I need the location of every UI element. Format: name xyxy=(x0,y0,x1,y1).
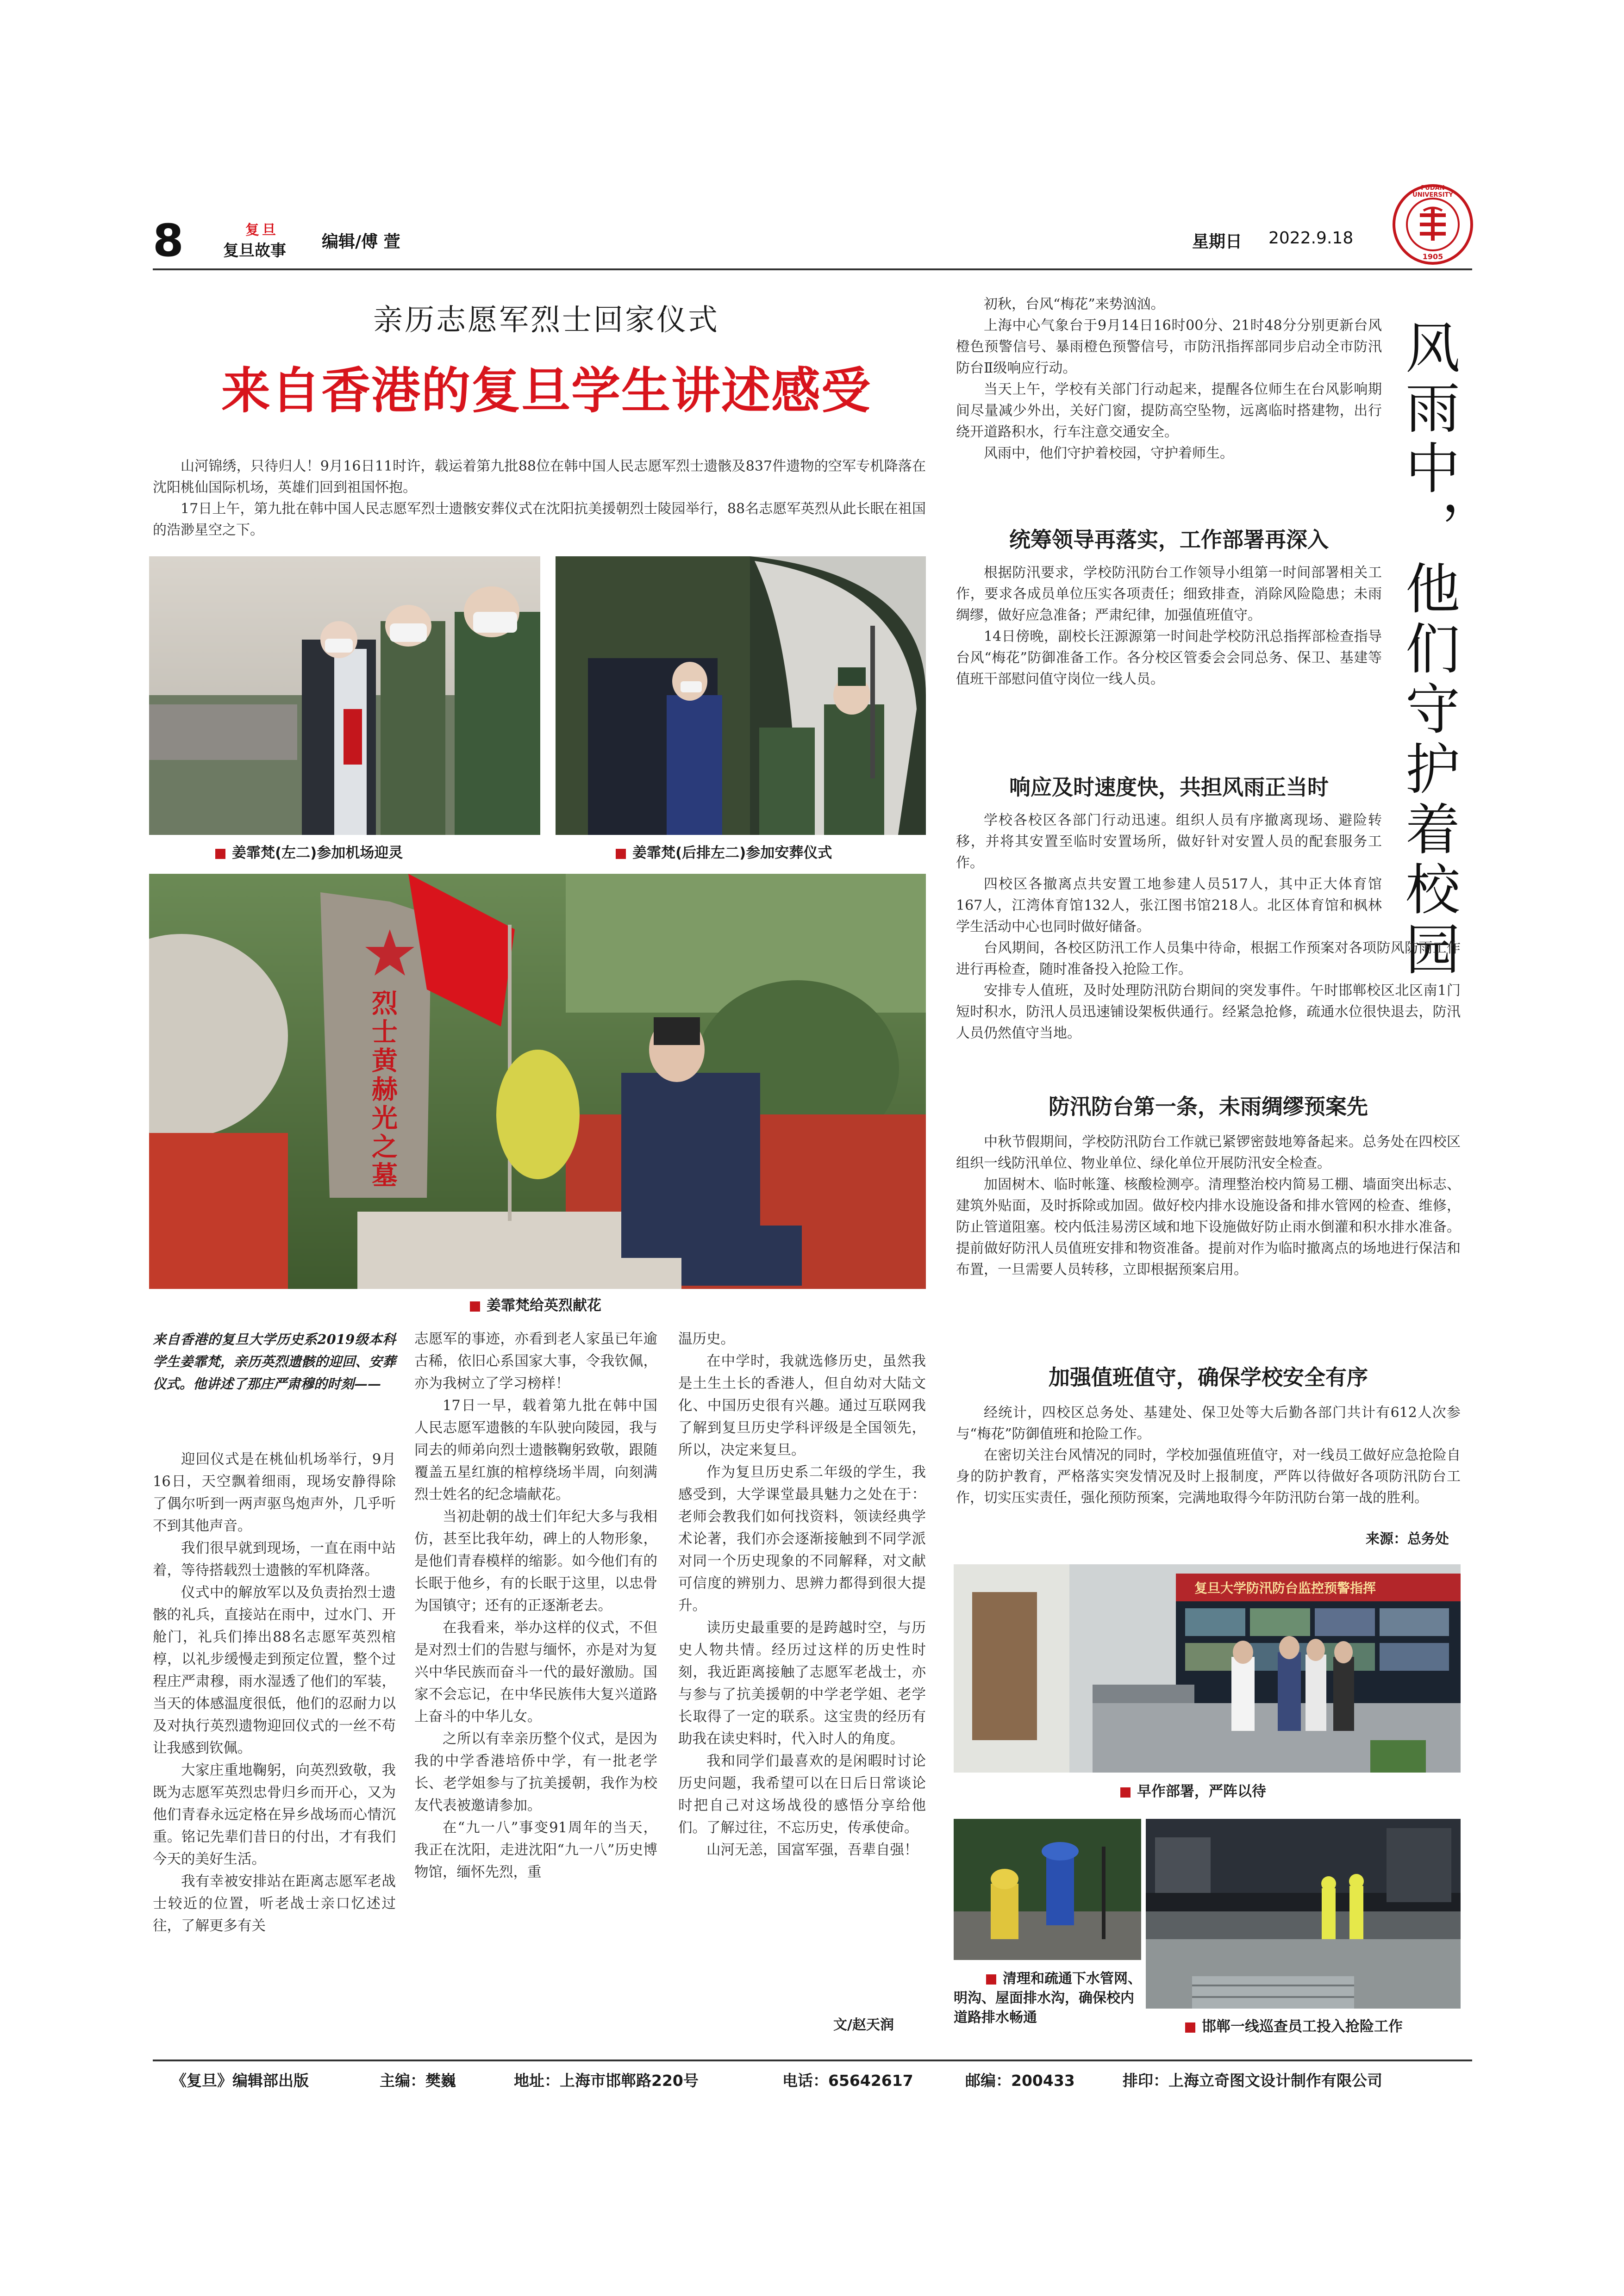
body-paragraph: 安排专人值班，及时处理防汛防台期间的突发事件。午时邯郸校区北区南1门短时积水，防汛人员迅速铺设架板供通行。经紧急抢修，疏通水位很快退去，防汛人员仍然值守当地。 xyxy=(956,983,1461,1041)
body-paragraph: 我们很早就到现场，一直在雨中站着，等待搭载烈士遗骸的军机降落。 xyxy=(153,1540,396,1579)
caption-photo-flood: 邯郸一线巡查员工投入抢险工作 xyxy=(1185,2017,1403,2036)
caption-marker xyxy=(986,1974,996,1985)
caption-photo-control-room: 早作部署，严阵以待 xyxy=(1120,1782,1266,1801)
body-paragraph: 志愿军的事迹，亦看到老人家虽已年逾古稀，依旧心系国家大事，令我钦佩，亦为我树立了学习榜样！ xyxy=(414,1331,657,1392)
caption-marker xyxy=(1120,1787,1131,1798)
article2-section-2-body xyxy=(956,810,1461,1044)
article1-column-2 xyxy=(414,1328,657,1884)
screen-banner: 复旦大学防汛防台监控预警指挥 xyxy=(1194,1580,1376,1596)
header-rule xyxy=(153,268,1472,270)
footer-typesetting: 排印：上海立奇图文设计制作有限公司 xyxy=(1123,2072,1382,2090)
body-paragraph: 读历史最重要的是跨越时空，与历史人物共情。经历过这样的历史性时刻，我近距离接触了志愿军老战士，亦与参与了抗美援朝的中学老学姐、老学长取得了一定的联系。这宝贵的经历有助我在读史料时，代入时人的角度。 xyxy=(678,1620,926,1747)
lead-paragraph: 17日上午，第九批在韩中国人民志愿军烈士遗骸安葬仪式在沈阳抗美援朝烈士陵园举行，88名志愿军英烈从此长眠在祖国的浩渺星空之下。 xyxy=(153,501,926,538)
body-paragraph: 我有幸被安排站在距离志愿军老战士较近的位置，听老战士亲口忆述过往，了解更多有关 xyxy=(153,1873,396,1934)
caption-photo-burial: 姜霏梵(后排左二)参加安葬仪式 xyxy=(616,843,832,863)
footer-bar xyxy=(153,2069,1472,2097)
body-paragraph: 仪式中的解放军以及负责抬烈士遗骸的礼兵，直接站在雨中，过水门、开舱门，礼兵们捧出88名志愿军英烈棺椁，以礼步缓慢走到预定位置，整个过程庄严肃穆，雨水湿透了他们的军装，当天的体感温度很低，他们的忍耐力以及对执行英烈遗物迎回仪式的一丝不苟让我感到钦佩。 xyxy=(153,1585,396,1756)
article2-section-1-title: 统筹领导再落实，工作部署再深入 xyxy=(1009,527,1329,552)
body-paragraph: 17日一早，载着第九批在韩中国人民志愿军遗骸的车队驶向陵园，我与同去的师弟向烈士遗骸鞠躬致敬，跟随覆盖五星红旗的棺椁绕场半周，向刻满烈士姓名的纪念墙献花。 xyxy=(414,1398,657,1503)
body-paragraph: 在“九一八”事变91周年的当天，我正在沈阳，走进沈阳“九一八”历史博物馆，缅怀先烈，重 xyxy=(414,1820,657,1880)
article1-column-3 xyxy=(678,1328,926,1861)
body-paragraph: 大家庄重地鞠躬，向英烈致敬，我既为志愿军英烈忠骨归乡而开心，又为他们青春永远定格在异乡战场而心情沉重。铭记先辈们昔日的付出，才有我们今天的美好生活。 xyxy=(153,1762,396,1867)
body-paragraph: 风雨中，他们守护着校园，守护着师生。 xyxy=(984,445,1234,461)
body-paragraph: 中秋节假期间，学校防汛防台工作就已紧锣密鼓地筹备起来。总务处在四校区组织一线防汛单位、物业单位、绿化单位开展防汛安全检查。 xyxy=(956,1134,1461,1171)
body-paragraph: 当初赴朝的战士们年纪大多与我相仿，甚至比我年幼，碑上的人物形象，是他们青春模样的缩影。如今他们有的长眠于他乡，有的长眠于这里，以忠骨为国镇守；还有的正逐渐老去。 xyxy=(414,1509,657,1614)
footer-rule xyxy=(153,2060,1472,2061)
body-paragraph: 在密切关注台风情况的同时，学校加强值班值守，对一线员工做好应急抢险自身的防护教育，严格落实突发情况及时上报制度，严阵以待做好各项防汛防台工作，切实压实责任，强化预防预案，完满地取得今年防汛防台第一战的胜利。 xyxy=(956,1447,1461,1506)
photo-control-room xyxy=(954,1564,1461,1773)
body-paragraph: 当天上午，学校有关部门行动起来，提醒各位师生在台风影响期间尽量减少外出，关好门窗，提防高空坠物，远离临时搭建物，出行绕开道路积水，行车注意交通安全。 xyxy=(956,381,1382,440)
fudan-university-seal-icon xyxy=(1391,183,1474,266)
body-paragraph: 在中学时，我就选修历史，虽然我是土生土长的香港人，但自幼对大陆文化、中国历史很有兴趣。通过互联网我了解到复旦历史学科评级是全国领先，所以，决定来复旦。 xyxy=(678,1353,926,1458)
section-top: 复旦 xyxy=(245,222,279,238)
article1-lead xyxy=(153,456,926,541)
article1-headline: 来自香港的复旦学生讲述感受 xyxy=(221,362,871,419)
caption-marker xyxy=(215,849,225,859)
body-paragraph: 作为复旦历史系二年级的学生，我感受到，大学课堂最具魅力之处在于：老师会教我们如何找资料，领读经典学术论著，我们亦会逐渐接触到不同学派对同一个历史现象的不同解释，对文献可信度的辨别力、思辨力都得到很大提升。 xyxy=(678,1464,926,1614)
photo-airport-ceremony xyxy=(149,556,540,835)
weekday: 星期日 xyxy=(1192,232,1243,251)
tomb-inscription: 烈士黄赫光之墓 xyxy=(368,989,398,1190)
logo-year: 1905 xyxy=(1422,252,1443,261)
footer-phone: 电话：65642617 xyxy=(782,2072,913,2090)
section-name: 复旦故事 xyxy=(223,242,286,260)
article2-intro xyxy=(956,294,1382,464)
body-paragraph: 山河无恙，国富军强，吾辈自强！ xyxy=(706,1842,918,1858)
body-paragraph: 迎回仪式是在桃仙机场举行，9月16日，天空飘着细雨，现场安静得除了偶尔听到一两声驱鸟炮声外，几乎听不到其他声音。 xyxy=(153,1451,396,1534)
photo-tomb-offering xyxy=(149,874,926,1289)
article2-headline: 风雨中，他们守护着校园 xyxy=(1396,319,1460,981)
body-paragraph: 学校各校区各部门行动迅速。组织人员有序撤离现场、避险转移，并将其安置至临时安置场所，做好针对安置人员的配套服务工作。 xyxy=(956,812,1382,871)
article2-section-4-title: 加强值班值守，确保学校安全有序 xyxy=(1049,1365,1368,1390)
article1-byline: 文/赵天润 xyxy=(833,2017,894,2033)
body-paragraph: 四校区各撤离点共安置工地参建人员517人，其中正大体育馆167人，江湾体育馆132人，张江图书馆218人。北区体育馆和枫林学生活动中心也同时做好储备。 xyxy=(956,876,1382,935)
body-paragraph: 根据防汛要求，学校防汛防台工作领导小组第一时间部署相关工作，要求各成员单位压实各项责任；细致排查，消除风险隐患；未雨绸缪，做好应急准备；严肃纪律，加强值班值守。 xyxy=(956,565,1382,623)
footer-address: 地址：上海市邯郸路220号 xyxy=(514,2072,699,2090)
body-paragraph: 在我看来，举办这样的仪式，不但是对烈士们的告慰与缅怀，亦是对为复兴中华民族而奋斗一代的最好激励。国家不会忘记，在中华民族伟大复兴道路上奋斗的中华儿女。 xyxy=(414,1620,657,1725)
caption-marker xyxy=(616,849,626,859)
photo-burial-ceremony xyxy=(556,556,926,835)
article2-section-2-title: 响应及时速度快，共担风雨正当时 xyxy=(1009,775,1329,800)
body-paragraph: 14日傍晚，副校长汪源源第一时间赴学校防汛总指挥部检查指导台风“梅花”防御准备工作。各分校区管委会会同总务、保卫、基建等值班干部慰问值守岗位一线人员。 xyxy=(956,628,1382,687)
footer-publisher: 《复旦》编辑部出版 xyxy=(171,2072,309,2090)
caption-photo-drain: 清理和疏通下水管网、明沟、屋面排水沟，确保校内道路排水畅通 xyxy=(954,1971,1142,2026)
page-header xyxy=(153,215,1472,268)
footer-postcode: 邮编：200433 xyxy=(965,2072,1075,2090)
date: 2022.9.18 xyxy=(1268,229,1354,248)
article2-section-3-body xyxy=(956,1132,1461,1281)
body-paragraph: 台风期间，各校区防汛工作人员集中待命，根据工作预案对各项防风防雨工作进行再检查，随时准备投入抢险工作。 xyxy=(956,940,1461,977)
article2-section-1-body xyxy=(956,562,1382,690)
footer-chief-editor: 主编：樊巍 xyxy=(380,2072,456,2090)
body-paragraph: 经统计，四校区总务处、基建处、保卫处等大后勤各部门共计有612人次参与“梅花”防御值班和抢险工作。 xyxy=(956,1405,1461,1442)
caption-photo-airport: 姜霏梵(左二)参加机场迎灵 xyxy=(215,843,403,863)
lead-paragraph: 山河锦绣，只待归人！9月16日11时许，载运着第九批88位在韩中国人民志愿军烈士遗骸及837件遗物的空军专机降落在沈阳桃仙国际机场，英雄们回到祖国怀抱。 xyxy=(153,458,926,496)
body-paragraph: 加固树木、临时帐篷、核酸检测亭。清理整治校内简易工棚、墙面突出标志、建筑外贴面，及时拆除或加固。做好校内排水设施设备和排水管网的检查、维修，防止管道阻塞。校内低洼易涝区域和地下设施做好防止雨水倒灌和积水排水准备。提前做好防汛人员值班安排和物资准备。提前对作为临时撤离点的场地进行保洁和布置，一旦需要人员转移，立即根据预案启用。 xyxy=(956,1176,1461,1278)
page-number: 8 xyxy=(153,215,184,267)
body-paragraph: 温历史。 xyxy=(678,1331,735,1347)
caption-photo-tomb: 姜霏梵给英烈献花 xyxy=(470,1296,601,1315)
photo-drain-clearing xyxy=(954,1819,1141,1960)
article2-section-4-body xyxy=(956,1402,1461,1509)
caption-marker xyxy=(1185,2022,1195,2033)
body-paragraph: 初秋，台风“梅花”来势汹汹。 xyxy=(984,296,1165,312)
photo-flood-patrol xyxy=(1146,1819,1461,2009)
logo-text: FUDAN UNIVERSITY xyxy=(1412,185,1453,199)
article1-intro: 来自香港的复旦大学历史系2019级本科学生姜霏梵，亲历英烈遗骸的迎回、安葬仪式。他讲述了那庄严肃穆的时刻—— xyxy=(153,1332,396,1392)
editor: 编辑/傅 萱 xyxy=(322,232,400,251)
caption-marker xyxy=(470,1301,480,1312)
article2-source: 来源：总务处 xyxy=(1366,1531,1449,1547)
article2-section-3-title: 防汛防台第一条，未雨绸缪预案先 xyxy=(1049,1094,1368,1119)
body-paragraph: 我和同学们最喜欢的是闲暇时讨论历史问题，我希望可以在日后日常谈论时把自己对这场战役的感悟分享给他们。了解过往，不忘历史，传承使命。 xyxy=(678,1753,926,1836)
body-paragraph: 上海中心气象台于9月14日16时00分、21时48分分别更新台风橙色预警信号、暴雨橙色预警信号，市防汛指挥部同步启动全市防汛防台Ⅱ级响应行动。 xyxy=(956,317,1382,376)
body-paragraph: 之所以有幸亲历整个仪式，是因为我的中学香港培侨中学，有一批老学长、老学姐参与了抗美援朝，我作为校友代表被邀请参加。 xyxy=(414,1731,657,1814)
article1-column-1 xyxy=(153,1449,396,1937)
article1-kicker: 亲历志愿军烈士回家仪式 xyxy=(373,303,719,337)
